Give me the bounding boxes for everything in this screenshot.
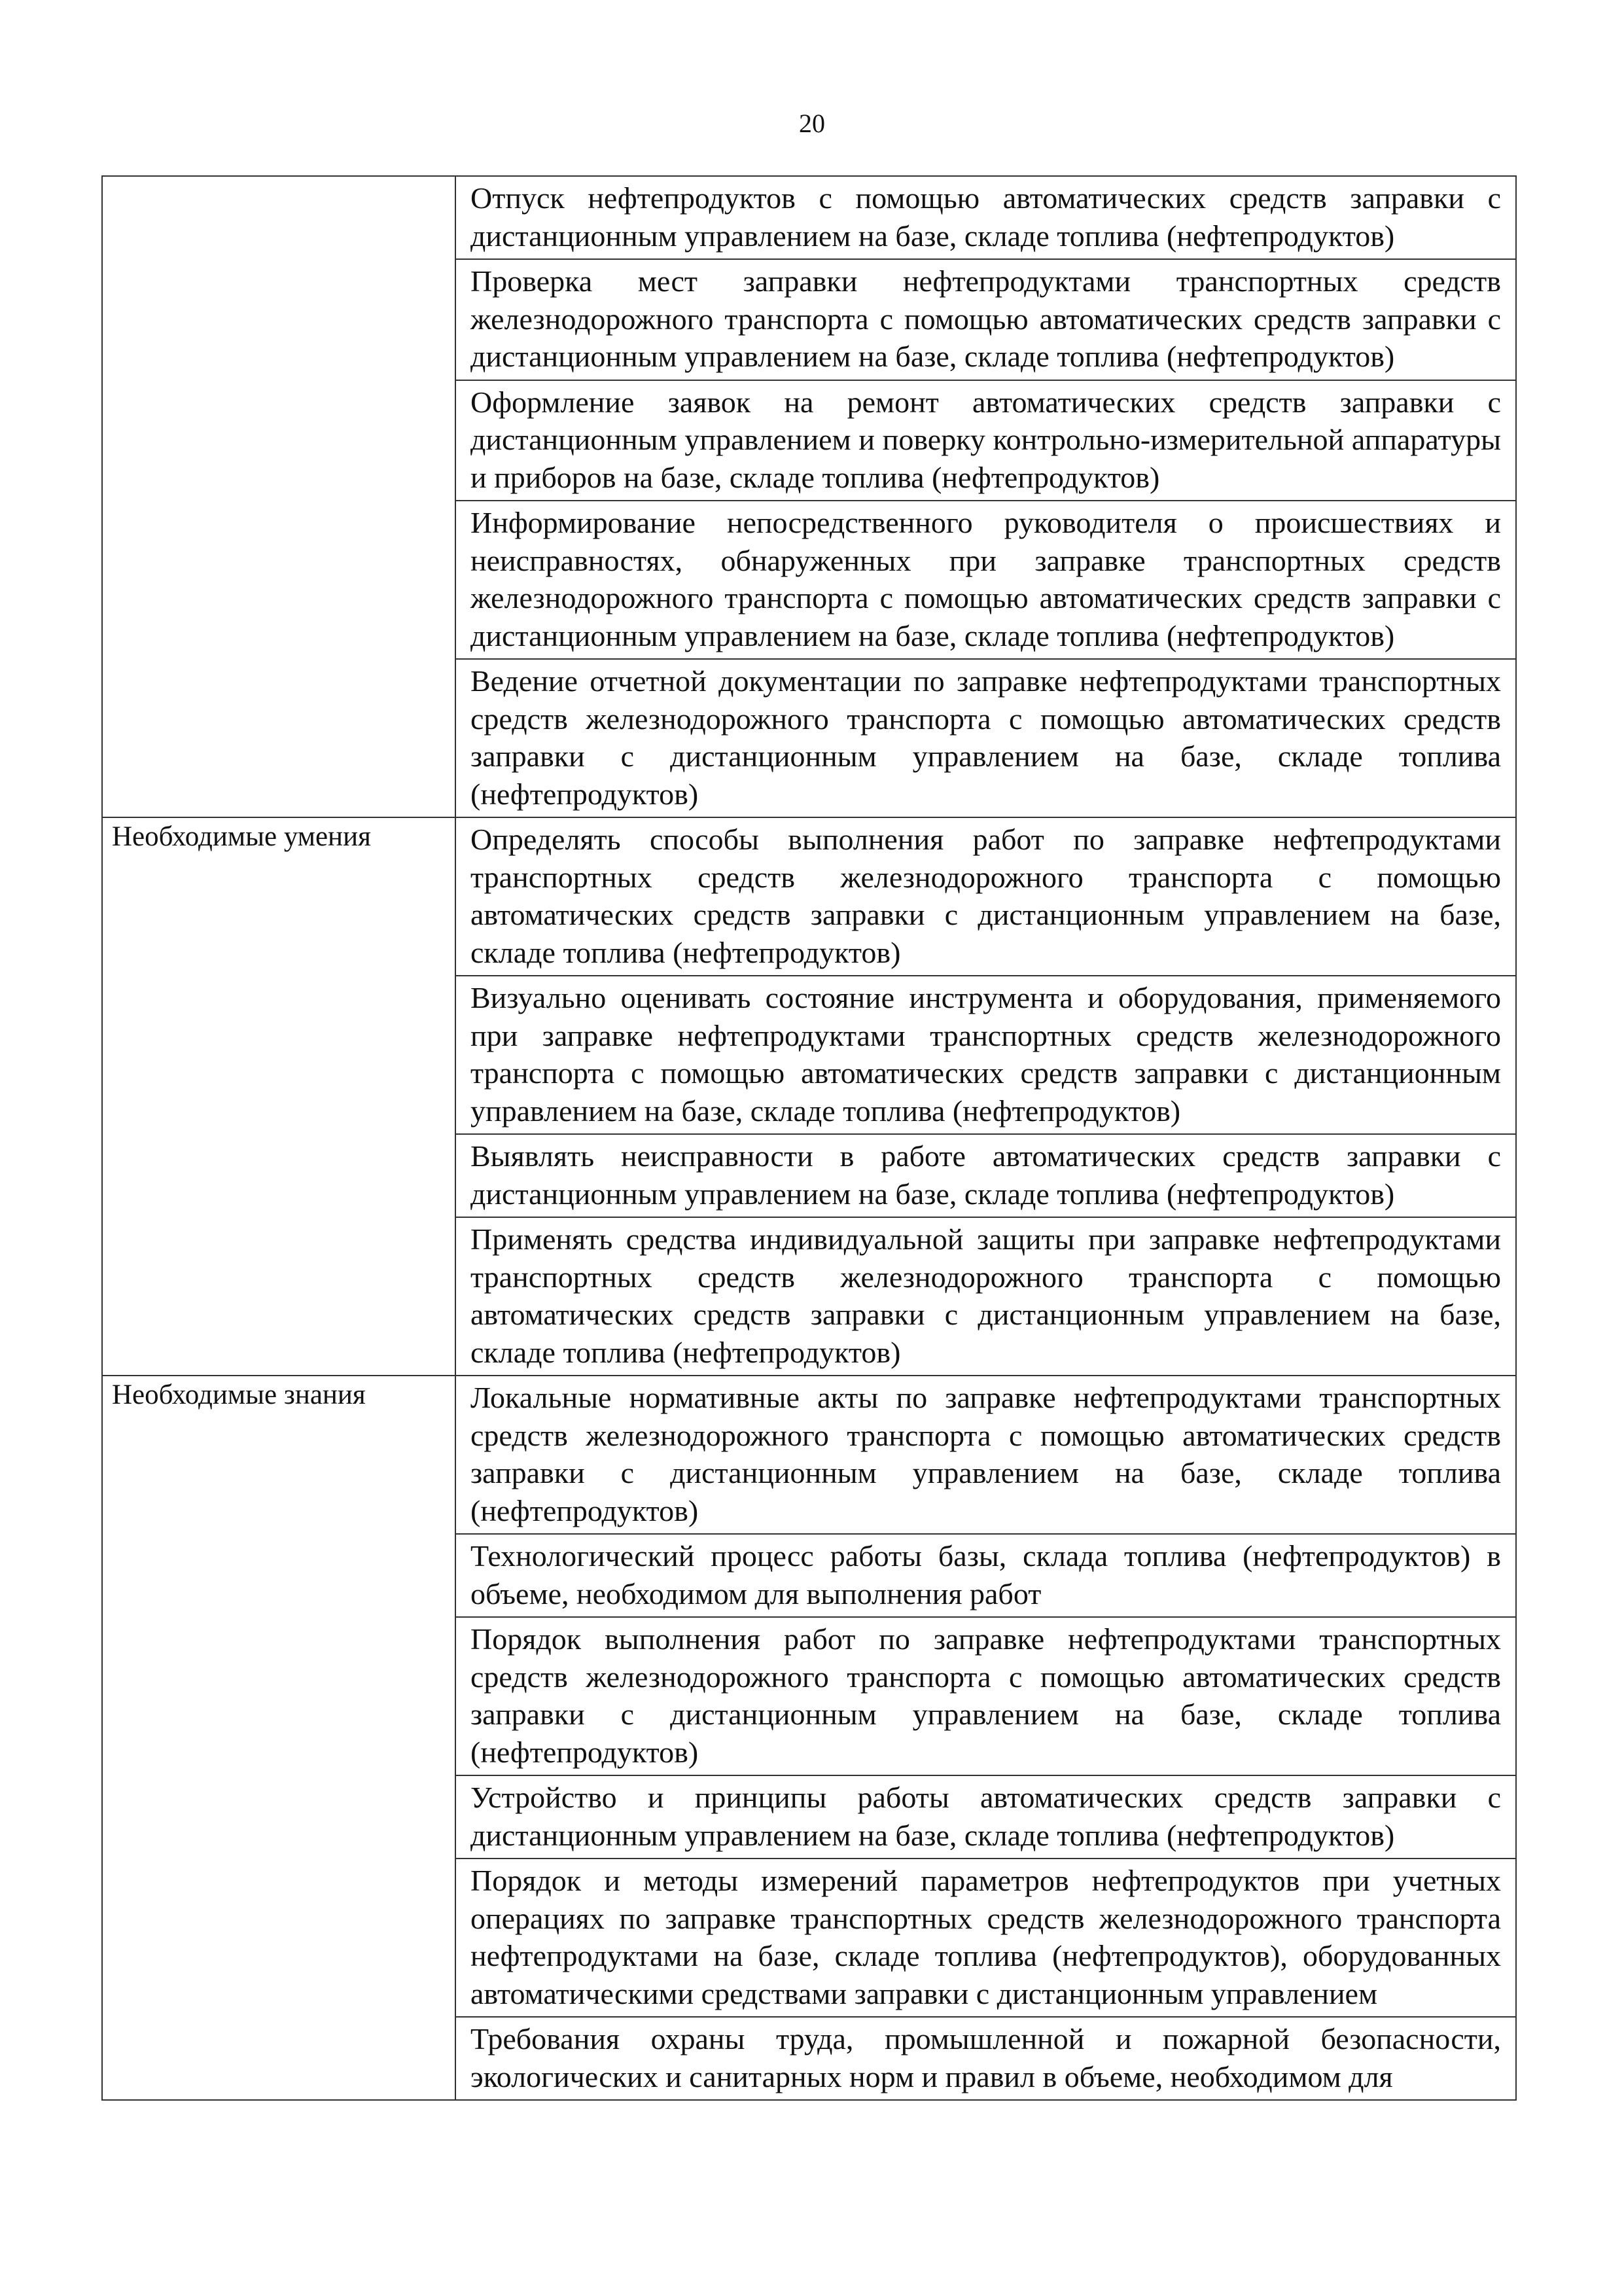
table-cell-text: Ведение отчетной документации по заправке нефтепродуктами транспортных средств железнодорожного транспорта с помощью автоматических средств заправки с дистанционным управлением на базе, складе топлива (нефтепродуктов) bbox=[455, 659, 1516, 817]
table-cell-text: Технологический процесс работы базы, склада топлива (нефтепродуктов) в объеме, необходимом для выполнения работ bbox=[455, 1534, 1516, 1617]
knowledge-label-cell bbox=[102, 1376, 455, 2100]
section-label-skills: Необходимые умения bbox=[112, 821, 371, 852]
table-cell-text: Визуально оценивать состояние инструмента и оборудования, применяемого при заправке нефтепродуктами транспортных средств железнодорожного транспорта с помощью автоматических средств заправки с дистанционным управлением на базе, складе топлива (нефтепродуктов) bbox=[455, 976, 1516, 1134]
labor-actions-label-cell bbox=[102, 176, 455, 817]
table-cell-text: Порядок и методы измерений параметров нефтепродуктов при учетных операциях по заправке транспортных средств железнодорожного транспорта нефтепродуктами на базе, складе топлива (нефтепродуктов), оборудованных автоматическими средствами заправки с дистанционным управлением bbox=[455, 1859, 1516, 2017]
table-cell-text: Локальные нормативные акты по заправке нефтепродуктами транспортных средств железнодорожного транспорта с помощью автоматических средств заправки с дистанционным управлением на базе, складе топлива (нефтепродуктов) bbox=[455, 1376, 1516, 1534]
requirements-table bbox=[101, 175, 1517, 2101]
table-cell-text: Требования охраны труда, промышленной и пожарной безопасности, экологических и санитарных норм и правил в объеме, необходимом для bbox=[455, 2017, 1516, 2100]
page-number: 20 bbox=[799, 109, 825, 138]
skills-label-cell bbox=[102, 817, 455, 1376]
table-cell-text: Порядок выполнения работ по заправке нефтепродуктами транспортных средств железнодорожного транспорта с помощью автоматических средств заправки с дистанционным управлением на базе, складе топлива (нефтепродуктов) bbox=[455, 1617, 1516, 1775]
table-cell-text: Применять средства индивидуальной защиты при заправке нефтепродуктами транспортных средств железнодорожного транспорта с помощью автоматических средств заправки с дистанционным управлением на базе, складе топлива (нефтепродуктов) bbox=[455, 1217, 1516, 1376]
table-cell-text: Устройство и принципы работы автоматических средств заправки с дистанционным управлением на базе, складе топлива (нефтепродуктов) bbox=[455, 1775, 1516, 1859]
table-row bbox=[102, 1376, 1516, 1534]
table-cell-text: Выявлять неисправности в работе автоматических средств заправки с дистанционным управлением на базе, складе топлива (нефтепродуктов) bbox=[455, 1134, 1516, 1217]
table-row bbox=[102, 176, 1516, 259]
section-label-knowledge: Необходимые знания bbox=[112, 1379, 366, 1410]
table-cell-text: Информирование непосредственного руководителя о происшествиях и неисправностях, обнаруженных при заправке транспортных средств железнодорожного транспорта с помощью автоматических средств заправки с дистанционным управлением на базе, складе топлива (нефтепродуктов) bbox=[455, 501, 1516, 659]
table-cell-text: Проверка мест заправки нефтепродуктами транспортных средств железнодорожного транспорта с помощью автоматических средств заправки с дистанционным управлением на базе, складе топлива (нефтепродуктов) bbox=[455, 259, 1516, 380]
table-cell-text: Определять способы выполнения работ по заправке нефтепродуктами транспортных средств железнодорожного транспорта с помощью автоматических средств заправки с дистанционным управлением на базе, складе топлива (нефтепродуктов) bbox=[455, 817, 1516, 976]
table-row bbox=[102, 817, 1516, 976]
table-cell-text: Отпуск нефтепродуктов с помощью автоматических средств заправки с дистанционным управлением на базе, складе топлива (нефтепродуктов) bbox=[455, 176, 1516, 259]
table-cell-text: Оформление заявок на ремонт автоматических средств заправки с дистанционным управлением и поверку контрольно-измерительной аппаратуры и приборов на базе, складе топлива (нефтепродуктов) bbox=[455, 380, 1516, 501]
